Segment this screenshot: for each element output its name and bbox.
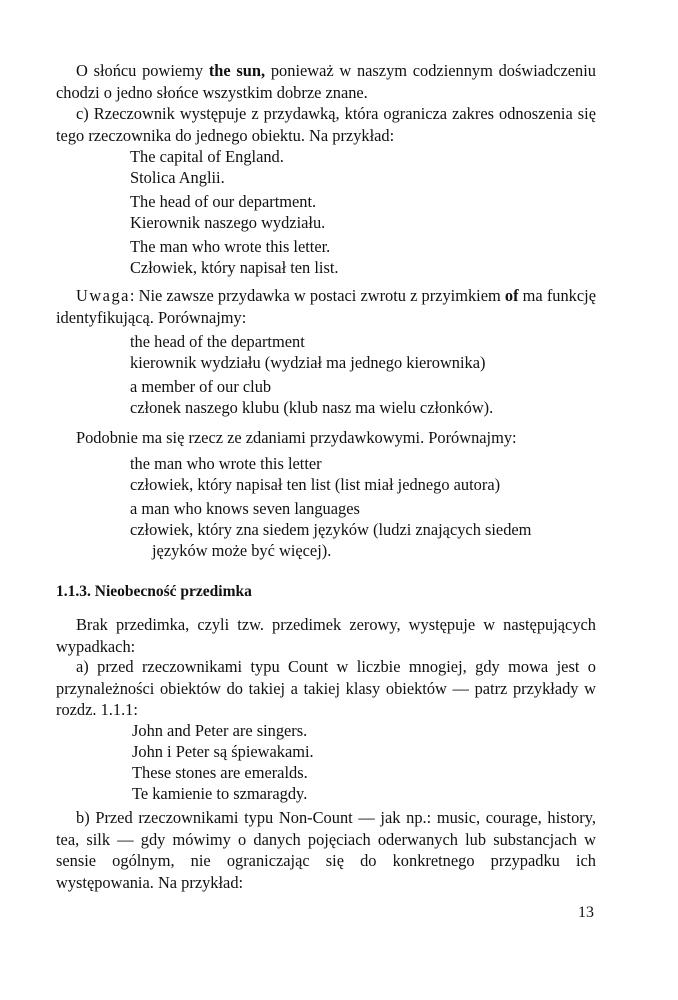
paragraph-sun-text: O słońcu powiemy <box>76 61 209 80</box>
paragraph-sun-text-end: ponieważ w naszym codziennym doświadczeniu chodzi o jedno słońce wszystkim dobrze znane. <box>56 61 596 102</box>
example-line: the head of the department <box>130 332 305 351</box>
note-label: Uwaga <box>76 286 130 305</box>
paragraph-zero-article: Brak przedimka, czyli tzw. przedimek zerowy, występuje w następujących wypadkach: <box>56 615 596 656</box>
example-group-3 <box>130 453 531 561</box>
paragraph-a: a) przed rzeczownikami typu Count w liczbie mnogiej, gdy mowa jest o przynależności obiektów do takiej a takiej klasy obiektów — patrz przykłady w rozdz. 1.1.1: <box>56 657 596 719</box>
example-line: a man who knows seven languages <box>130 499 360 518</box>
paragraph-c: c) Rzeczownik występuje z przydawką, która ogranicza zakres odnoszenia się tego rzeczownika do jednego obiektu. Na przykład: <box>56 104 596 145</box>
paragraph-sun <box>56 60 596 103</box>
example-line: Stolica Anglii. <box>130 168 225 187</box>
example-line: języków może być więcej). <box>152 541 332 560</box>
example-line: Człowiek, który napisał ten list. <box>130 258 339 277</box>
example-line: John i Peter są śpiewakami. <box>132 742 314 761</box>
example-line: the man who wrote this letter <box>130 454 322 473</box>
example-line: The head of our department. <box>130 192 317 211</box>
paragraph-similarly: Podobnie ma się rzecz ze zdaniami przydawkowymi. Porównajmy: <box>76 428 517 447</box>
example-line: Kierownik naszego wydziału. <box>130 213 326 232</box>
paragraph-b: b) Przed rzeczownikami typu Non-Count — jak np.: music, courage, history, tea, silk — gdy mówimy o danych pojęciach oderwanych lub substancjach w sensie ogólnym, nie ograniczając się do konkretnego przypadku ich występowania. Na przykład: <box>56 808 596 892</box>
page-number: 13 <box>578 904 594 921</box>
example-line: The man who wrote this letter. <box>130 237 331 256</box>
example-line: The capital of England. <box>130 147 284 166</box>
term-the-sun: the sun, <box>208 61 266 80</box>
example-group-4 <box>132 720 314 804</box>
note-paragraph <box>56 285 596 328</box>
term-of: of <box>504 286 519 305</box>
example-line: Te kamienie to szmaragdy. <box>132 784 308 803</box>
note-text-end: ma funkcję identyfikującą. Porównajmy: <box>56 286 596 327</box>
example-line: człowiek, który napisał ten list (list miał jednego autora) <box>130 475 501 494</box>
example-line: John and Peter are singers. <box>132 721 308 740</box>
example-group-2 <box>130 331 493 418</box>
example-line: These stones are emeralds. <box>132 763 308 782</box>
example-line: kierownik wydziału (wydział ma jednego kierownika) <box>130 353 486 372</box>
example-line: a member of our club <box>130 377 272 396</box>
note-text: : Nie zawsze przydawka w postaci zwrotu z przyimkiem <box>129 286 505 305</box>
section-heading: 1.1.3. Nieobecność przedimka <box>56 583 252 600</box>
example-group-1 <box>130 146 339 278</box>
example-line: człowiek, który zna siedem języków (ludzi znających siedem <box>130 520 532 539</box>
example-line: członek naszego klubu (klub nasz ma wielu członków). <box>130 398 494 417</box>
